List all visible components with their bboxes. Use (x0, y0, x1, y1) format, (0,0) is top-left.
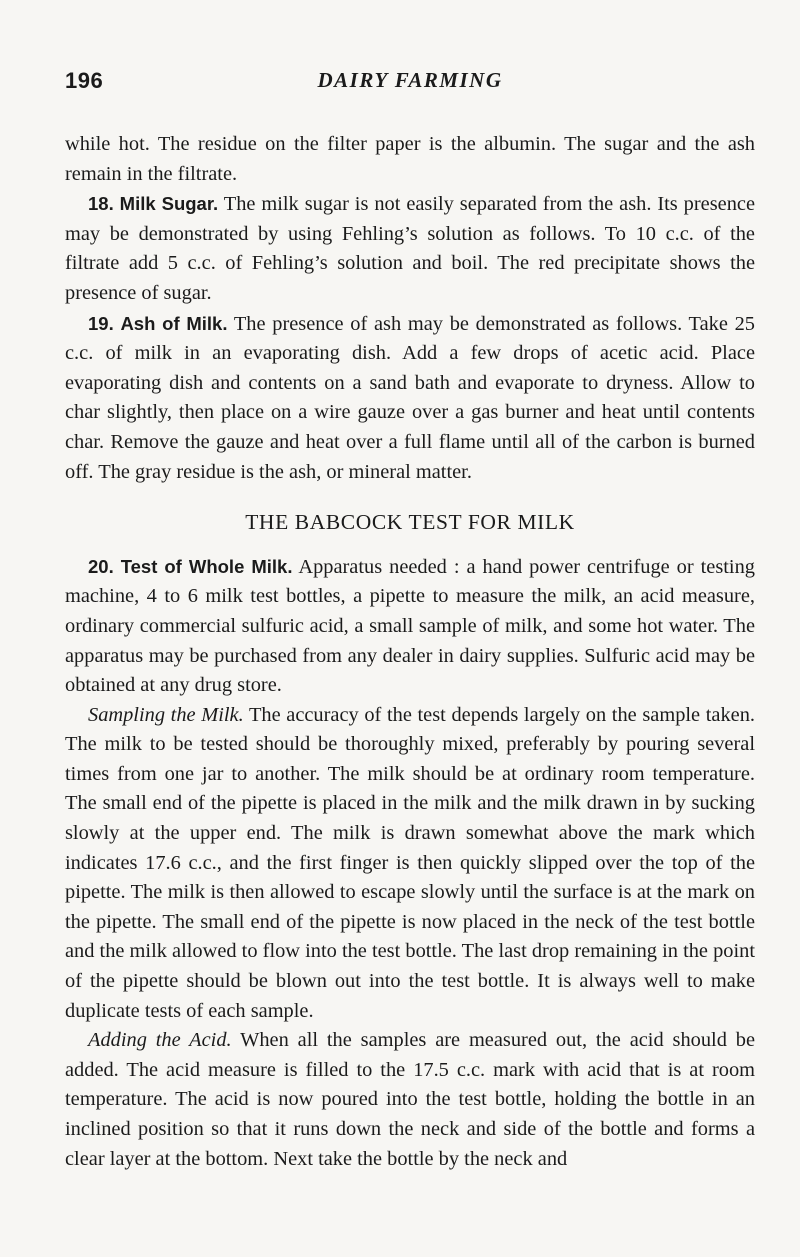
page-number: 196 (65, 68, 104, 93)
running-head (65, 68, 755, 98)
subheading: Sampling the Milk. (88, 703, 244, 726)
paragraph-text: When all the samples are measured out, the acid should be added. The acid measure is filled to the 17.5 c.c. mark with acid that is at room temperature. The acid is now poured into the test bottle, holding the bottle in an inclined position so that it runs down the neck and side of the bottle and forms a clear layer at the bottom. Next take the bottle by the neck and (65, 1029, 755, 1170)
paragraph-adding-acid (65, 1026, 755, 1174)
paragraph-sampling (65, 701, 755, 1027)
paragraph-20 (65, 552, 755, 701)
paragraph-text: while hot. The residue on the filter paper is the albumin. The sugar and the ash remain in the filtrate. (65, 133, 755, 185)
paragraph-text: The milk sugar is not easily separated from the ash. Its presence may be demonstrated by using Fehling’s solution as follows. To 10 c.c. of the filtrate add 5 c.c. of Fehling’s solution and boil. The red precipitate shows the presence of sugar. (65, 193, 755, 304)
paragraph-heading: Ash of Milk. (120, 312, 228, 334)
paragraph-19 (65, 309, 755, 488)
section-heading: THE BABCOCK TEST FOR MILK (245, 510, 575, 535)
paragraph-intro (65, 130, 755, 189)
paragraph-number: 20. (88, 555, 114, 577)
subheading: Adding the Acid. (88, 1029, 232, 1052)
paragraph-text: The presence of ash may be demonstrated as follows. Take 25 c.c. of milk in an evaporating dish. Add a few drops of acetic acid. Place evaporating dish and contents on a sand bath and evaporate to dryness. Allow to char slightly, then place on a wire gauze over a gas burner and heat until contents char. Remove the gauze and heat over a full flame until all of the carbon is burned off. The gray residue is the ash, or mineral matter. (65, 312, 755, 483)
book-page (65, 68, 755, 1174)
body-text (65, 130, 755, 1174)
paragraph-18 (65, 189, 755, 308)
paragraph-text: The accuracy of the test depends largely on the sample taken. The milk to be tested should be thoroughly mixed, preferably by pouring several times from one jar to another. The milk should be at ordinary room temperature. The small end of the pipette is placed in the milk and the milk drawn in by sucking slowly at the upper end. The milk is drawn somewhat above the mark which indicates 17.6 c.c., and the first finger is then quickly slipped over the top of the pipette. The milk is then allowed to escape slowly until the surface is at the mark on the pipette. The small end of the pipette is now placed in the neck of the test bottle and the milk allowed to flow into the test bottle. The last drop remaining in the point of the pipette should be blown out into the test bottle. It is always well to make duplicate tests of each sample. (65, 703, 755, 1022)
running-title: DAIRY FARMING (317, 68, 503, 92)
paragraph-text: Apparatus needed : a hand power centrifuge or testing machine, 4 to 6 milk test bottles, a pipette to measure the milk, an acid measure, ordinary commercial sulfuric acid, a small sample of milk, and some hot water. The apparatus may be purchased from any dealer in dairy supplies. Sulfuric acid may be obtained at any drug store. (65, 555, 755, 697)
paragraph-heading: Test of Whole Milk. (120, 555, 293, 577)
paragraph-heading: Milk Sugar. (119, 193, 219, 215)
paragraph-number: 19. (88, 312, 114, 334)
paragraph-number: 18. (88, 193, 114, 215)
